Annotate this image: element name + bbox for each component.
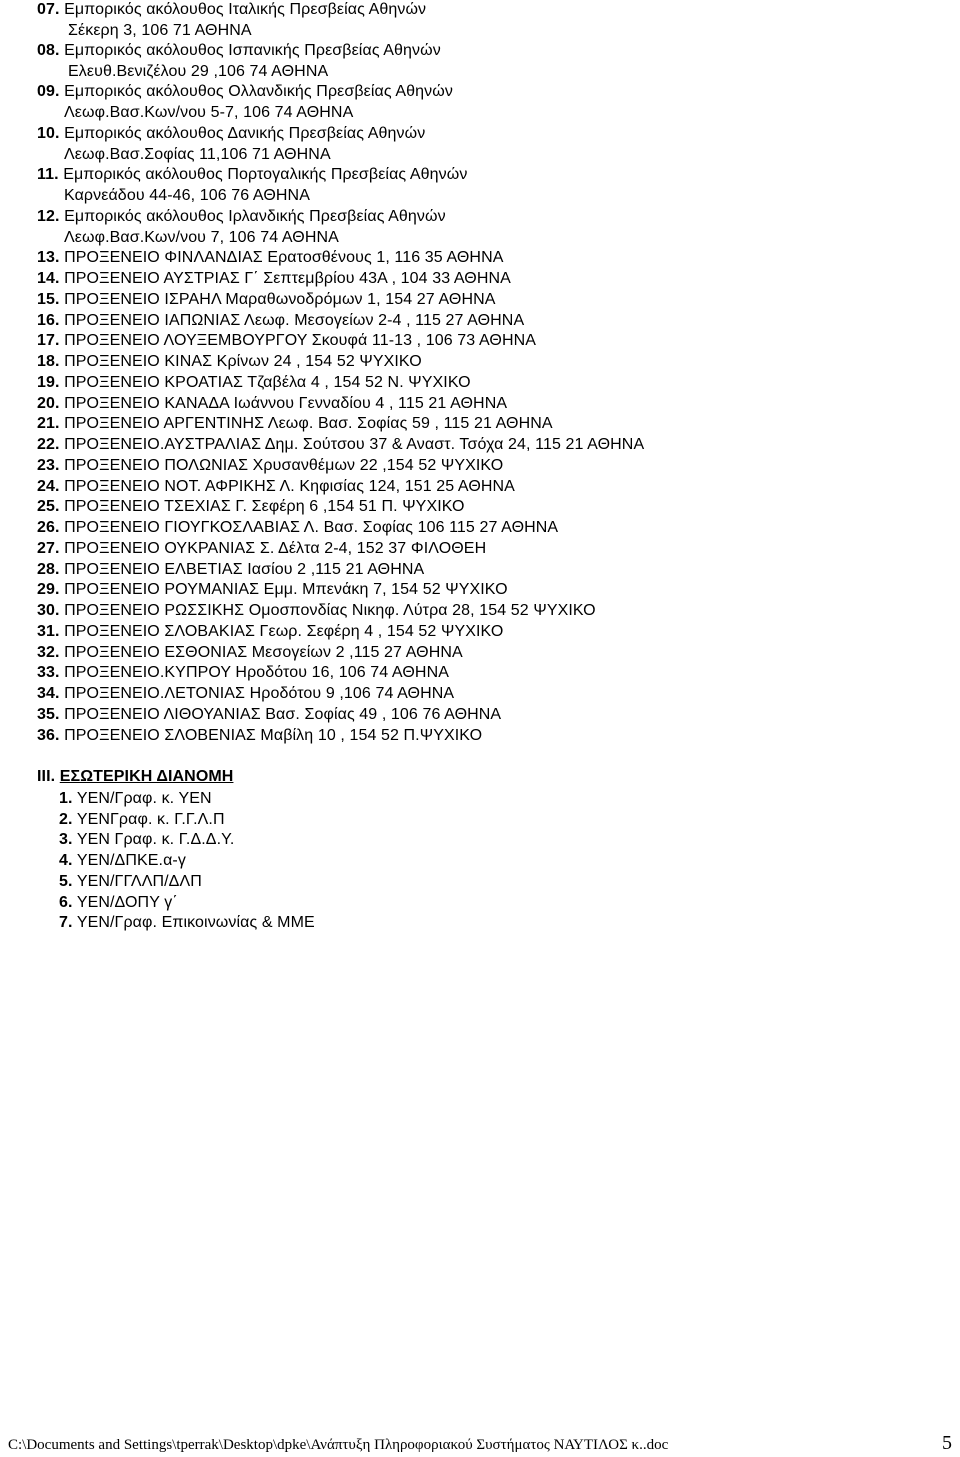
section-number: ΙΙΙ. [37, 768, 56, 785]
list-entry [37, 0, 426, 20]
list-entry [37, 290, 496, 310]
entry-text: ΠΡΟΞΕΝΕΙΟ ΑΡΓΕΝΤΙΝΗΣ Λεωφ. Βασ. Σοφίας 59 , 115 21 ΑΘΗΝΑ [64, 415, 553, 432]
list-entry-address [68, 62, 328, 82]
item-text: ΥΕΝ/ΔΟΠΥ γ΄ [76, 894, 178, 911]
entry-text: Εμπορικός ακόλουθος Ισπανικής Πρεσβείας Αθηνών [64, 42, 441, 59]
entry-number: 28. [37, 561, 60, 578]
entry-text: ΠΡΟΞΕΝΕΙΟ ΙΑΠΩΝΙΑΣ Λεωφ. Μεσογείων 2-4 , 115 27 ΑΘΗΝΑ [64, 312, 525, 329]
item-text: ΥΕΝ/Γραφ. Επικοινωνίας & ΜΜΕ [76, 914, 315, 931]
entry-text: Εμπορικός ακόλουθος Ολλανδικής Πρεσβείας Αθηνών [64, 83, 453, 100]
list-entry [37, 269, 511, 289]
list-entry-address [64, 186, 310, 206]
item-number: 5. [59, 873, 73, 890]
list-entry-address [68, 21, 252, 41]
entry-text: ΠΡΟΞΕΝΕΙΟ ΣΛΟΒΑΚΙΑΣ Γεωρ. Σεφέρη 4 , 154 52 ΨΥΧΙΚΟ [64, 623, 504, 640]
entry-number: 35. [37, 706, 60, 723]
entry-text: Σέκερη 3, 106 71 ΑΘΗΝΑ [68, 22, 252, 39]
entry-text: Λεωφ.Βασ.Σοφίας 11,106 71 ΑΘΗΝΑ [64, 146, 331, 163]
item-number: 2. [59, 811, 73, 828]
entry-number: 12. [37, 208, 60, 225]
entry-number: 17. [37, 332, 60, 349]
entry-number: 25. [37, 498, 60, 515]
list-entry [37, 165, 467, 185]
entry-text: ΠΡΟΞΕΝΕΙΟ ΤΣΕΧΙΑΣ Γ. Σεφέρη 6 ,154 51 Π. ΨΥΧΙΚΟ [64, 498, 465, 515]
list-entry [37, 560, 424, 580]
list-entry [37, 705, 501, 725]
list-entry [37, 622, 503, 642]
list-entry [37, 311, 524, 331]
entry-number: 19. [37, 374, 60, 391]
entry-number: 23. [37, 457, 60, 474]
item-text: ΥΕΝ/Γραφ. κ. ΥΕΝ [76, 790, 212, 807]
list-entry [37, 207, 446, 227]
entry-number: 10. [37, 125, 60, 142]
entry-text: Εμπορικός ακόλουθος Ιταλικής Πρεσβείας Αθηνών [64, 1, 427, 18]
list-entry [37, 497, 465, 517]
list-entry-address [64, 103, 353, 123]
section-title: ΕΣΩΤΕΡΙΚΗ ΔΙΑΝΟΜΗ [59, 768, 234, 785]
entry-text: ΠΡΟΞΕΝΕΙΟ ΝΟΤ. ΑΦΡΙΚΗΣ Λ. Κηφισίας 124, 151 25 ΑΘΗΝΑ [64, 478, 515, 495]
item-number: 7. [59, 914, 73, 931]
entry-text: Ελευθ.Βενιζέλου 29 ,106 74 ΑΘΗΝΑ [68, 63, 329, 80]
entry-text: Λεωφ.Βασ.Κων/νου 5-7, 106 74 ΑΘΗΝΑ [64, 104, 354, 121]
list-entry [37, 82, 453, 102]
list-entry [37, 580, 508, 600]
entry-number: 30. [37, 602, 60, 619]
item-text: ΥΕΝ/ΓΓΛΛΠ/ΔΛΠ [76, 873, 202, 890]
list-entry [37, 248, 504, 268]
entry-text: ΠΡΟΞΕΝΕΙΟ ΡΟΥΜΑΝΙΑΣ Εμμ. Μπενάκη 7, 154 52 ΨΥΧΙΚΟ [64, 581, 508, 598]
entry-text: Λεωφ.Βασ.Κων/νου 7, 106 74 ΑΘΗΝΑ [64, 229, 339, 246]
section-heading [37, 767, 233, 787]
entry-text: ΠΡΟΞΕΝΕΙΟ ΓΙΟΥΓΚΟΣΛΑΒΙΑΣ Λ. Βασ. Σοφίας 106 115 27 ΑΘΗΝΑ [64, 519, 559, 536]
entry-number: 20. [37, 395, 60, 412]
list-entry [37, 414, 553, 434]
distribution-item [59, 851, 186, 871]
distribution-item [59, 789, 212, 809]
list-entry [37, 518, 558, 538]
entry-number: 15. [37, 291, 60, 308]
list-entry [37, 331, 536, 351]
list-entry-address [64, 145, 331, 165]
list-entry [37, 726, 482, 746]
entry-text: ΠΡΟΞΕΝΕΙΟ ΠΟΛΩΝΙΑΣ Χρυσανθέμων 22 ,154 52 ΨΥΧΙΚΟ [64, 457, 504, 474]
item-number: 3. [59, 831, 73, 848]
list-entry [37, 124, 425, 144]
entry-text: ΠΡΟΞΕΝΕΙΟ.ΛΕΤΟΝΙΑΣ Ηροδότου 9 ,106 74 ΑΘΗΝΑ [64, 685, 455, 702]
distribution-item [59, 810, 225, 830]
page-footer [8, 1432, 952, 1455]
list-entry [37, 352, 422, 372]
entry-number: 07. [37, 1, 60, 18]
distribution-item [59, 893, 178, 913]
item-number: 6. [59, 894, 73, 911]
entry-number: 33. [37, 664, 60, 681]
entry-text: Καρνεάδου 44-46, 106 76 ΑΘΗΝΑ [64, 187, 310, 204]
entry-text: Εμπορικός ακόλουθος Δανικής Πρεσβείας Αθηνών [64, 125, 426, 142]
footer-file-path: C:\Documents and Settings\tperrak\Desktop\dpke\Ανάπτυξη Πληροφοριακού Συστήματος ΝΑΥΤΙΛΟΣ κ..doc [8, 1437, 669, 1453]
entry-text: ΠΡΟΞΕΝΕΙΟ ΡΩΣΣΙΚΗΣ Ομοσπονδίας Νικηφ. Λύτρα 28, 154 52 ΨΥΧΙΚΟ [64, 602, 596, 619]
entry-text: ΠΡΟΞΕΝΕΙΟ ΚΡΟΑΤΙΑΣ Τζαβέλα 4 , 154 52 Ν. ΨΥΧΙΚΟ [64, 374, 471, 391]
entry-text: ΠΡΟΞΕΝΕΙΟ ΚΙΝΑΣ Κρίνων 24 , 154 52 ΨΥΧΙΚΟ [64, 353, 422, 370]
entry-text: Εμπορικός ακόλουθος Ιρλανδικής Πρεσβείας Αθηνών [64, 208, 446, 225]
list-entry [37, 477, 515, 497]
entry-number: 14. [37, 270, 60, 287]
item-text: ΥΕΝ Γραφ. κ. Γ.Δ.Δ.Υ. [76, 831, 235, 848]
entry-number: 27. [37, 540, 60, 557]
entry-text: ΠΡΟΞΕΝΕΙΟ ΣΛΟΒΕΝΙΑΣ Μαβίλη 10 , 154 52 Π.ΨΥΧΙΚΟ [64, 727, 483, 744]
list-entry [37, 394, 507, 414]
entry-number: 22. [37, 436, 60, 453]
entry-text: ΠΡΟΞΕΝΕΙΟ ΕΣΘΟΝΙΑΣ Μεσογείων 2 ,115 27 ΑΘΗΝΑ [64, 644, 463, 661]
entry-text: ΠΡΟΞΕΝΕΙΟ ΕΛΒΕΤΙΑΣ Ιασίου 2 ,115 21 ΑΘΗΝΑ [64, 561, 425, 578]
distribution-item [59, 872, 202, 892]
list-entry [37, 41, 441, 61]
entry-number: 32. [37, 644, 60, 661]
entry-number: 26. [37, 519, 60, 536]
entry-number: 09. [37, 83, 60, 100]
list-entry-address [64, 228, 339, 248]
item-number: 4. [59, 852, 73, 869]
list-entry [37, 643, 463, 663]
entry-number: 13. [37, 249, 60, 266]
entry-number: 18. [37, 353, 60, 370]
entry-number: 21. [37, 415, 60, 432]
entry-text: ΠΡΟΞΕΝΕΙΟ ΦΙΝΛΑΝΔΙΑΣ Ερατοσθένους 1, 116 35 ΑΘΗΝΑ [64, 249, 504, 266]
entry-text: ΠΡΟΞΕΝΕΙΟ ΛΟΥΞΕΜΒΟΥΡΓΟΥ Σκουφά 11-13 , 106 73 ΑΘΗΝΑ [64, 332, 537, 349]
list-entry [37, 456, 503, 476]
entry-number: 11. [37, 166, 59, 183]
item-text: ΥΕΝ/ΔΠΚΕ.α-γ [76, 852, 186, 869]
entry-text: Εμπορικός ακόλουθος Πορτογαλικής Πρεσβείας Αθηνών [63, 166, 468, 183]
list-entry [37, 373, 471, 393]
list-entry [37, 539, 486, 559]
entry-number: 16. [37, 312, 60, 329]
entry-number: 08. [37, 42, 60, 59]
list-entry [37, 684, 454, 704]
item-number: 1. [59, 790, 73, 807]
entry-text: ΠΡΟΞΕΝΕΙΟ.ΑΥΣΤΡΑΛΙΑΣ Δημ. Σούτσου 37 & Αναστ. Τσόχα 24, 115 21 ΑΘΗΝΑ [64, 436, 645, 453]
page-number: 5 [942, 1432, 952, 1454]
entry-text: ΠΡΟΞΕΝΕΙΟ ΛΙΘΟΥΑΝΙΑΣ Βασ. Σοφίας 49 , 106 76 ΑΘΗΝΑ [64, 706, 502, 723]
entry-text: ΠΡΟΞΕΝΕΙΟ ΑΥΣΤΡΙΑΣ Γ΄ Σεπτεμβρίου 43Α , 104 33 ΑΘΗΝΑ [64, 270, 511, 287]
entry-number: 29. [37, 581, 60, 598]
item-text: ΥΕΝΓραφ. κ. Γ.Γ.Λ.Π [76, 811, 225, 828]
entry-number: 31. [37, 623, 60, 640]
list-entry [37, 663, 449, 683]
entry-number: 36. [37, 727, 60, 744]
list-entry [37, 601, 596, 621]
distribution-item [59, 913, 315, 933]
entry-text: ΠΡΟΞΕΝΕΙΟ ΙΣΡΑΗΛ Μαραθωνοδρόμων 1, 154 27 ΑΘΗΝΑ [64, 291, 496, 308]
entry-text: ΠΡΟΞΕΝΕΙΟ ΚΑΝΑΔΑ Ιωάννου Γενναδίου 4 , 115 21 ΑΘΗΝΑ [64, 395, 508, 412]
entry-number: 34. [37, 685, 60, 702]
list-entry [37, 435, 644, 455]
entry-text: ΠΡΟΞΕΝΕΙΟ ΟΥΚΡΑΝΙΑΣ Σ. Δέλτα 2-4, 152 37 ΦΙΛΟΘΕΗ [64, 540, 487, 557]
entry-number: 24. [37, 478, 60, 495]
distribution-item [59, 830, 234, 850]
entry-text: ΠΡΟΞΕΝΕΙΟ.ΚΥΠΡΟΥ Ηροδότου 16, 106 74 ΑΘΗΝΑ [64, 664, 449, 681]
